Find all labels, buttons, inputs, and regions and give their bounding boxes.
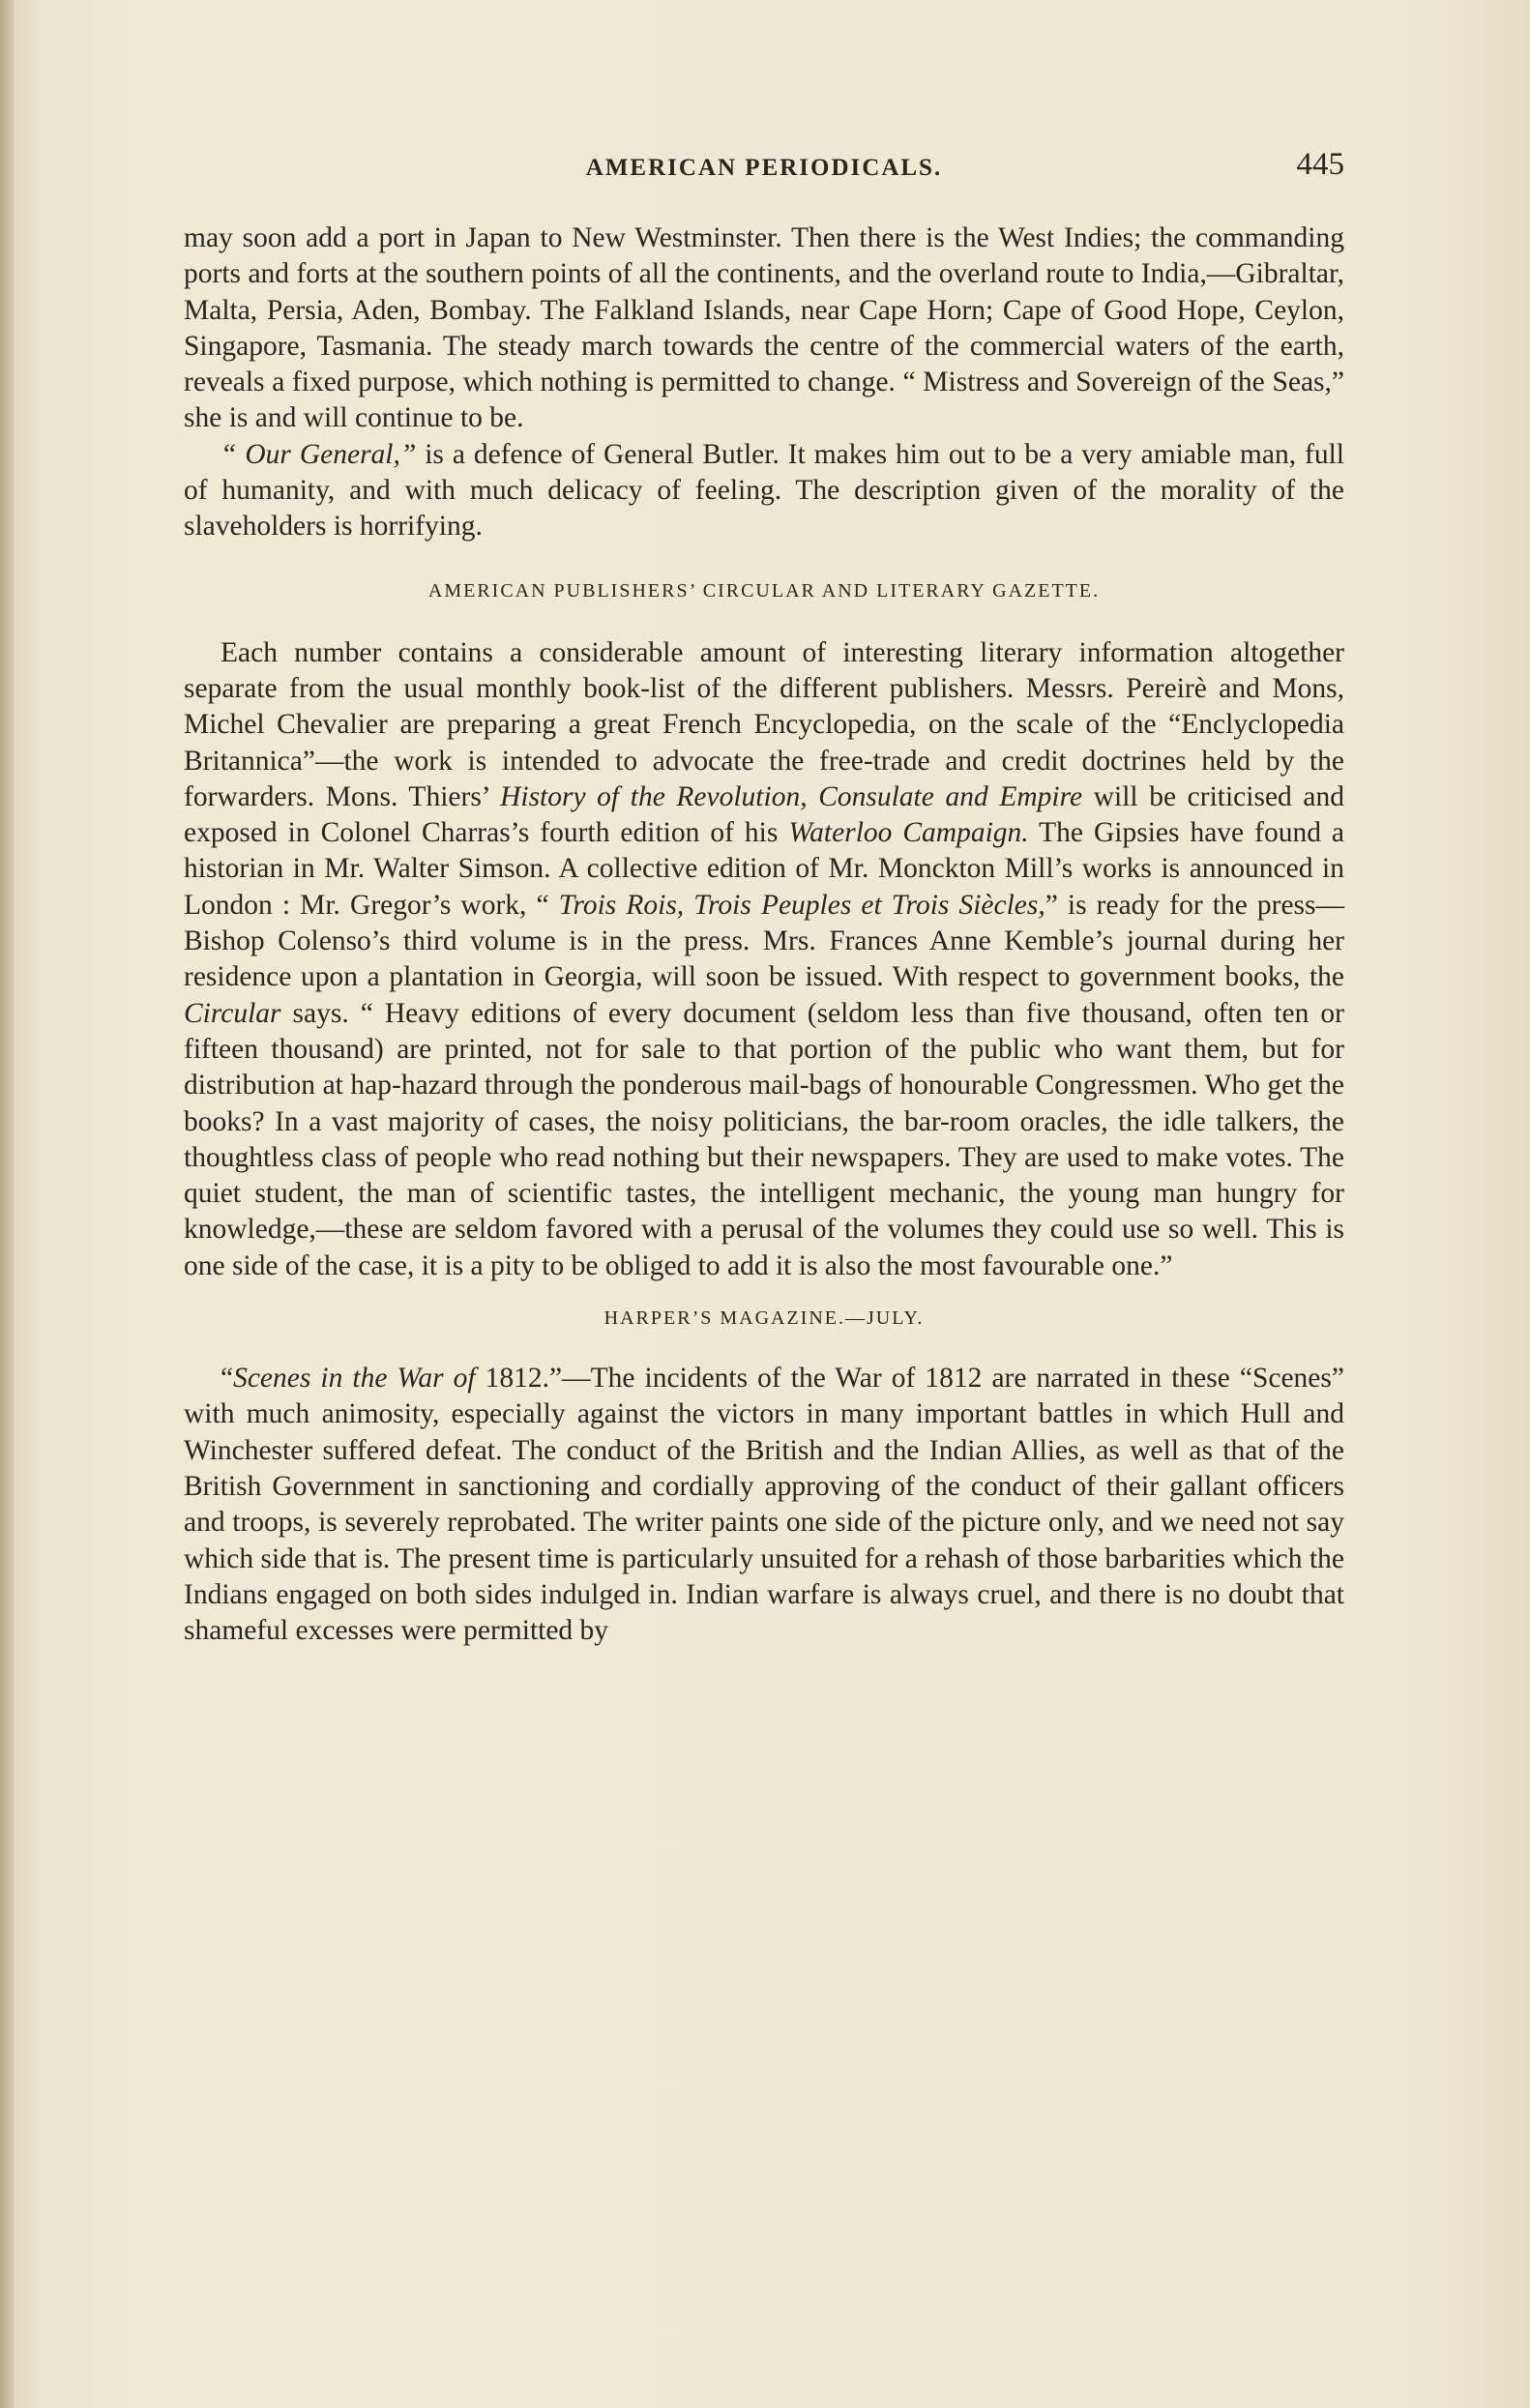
text-run: says. “ Heavy editions of every document (seldom less than five thousand, often ten or fifteen thousand) are printed, not for sale to that portion of the public who want them, but for distribution at hap-hazard through the ponderous mail-bags of honourable Congressmen. Who get the books? In a vast majority of cases, the noisy politicians, the bar-room oracles, the idle talkers, the thoughtless class of people who read nothing but their newspapers. They are used to make votes. The quiet student, the man of scientific tastes, the intelligent mechanic, the young man hungry for knowledge,—these are seldom favored with a perusal of the volumes they could use so well. This is one side of the case, it is a pity to be obliged to add it is also the most favourable one.” xyxy=(184,997,1344,1281)
section-heading-publishers-circular: AMERICAN PUBLISHERS’ CIRCULAR AND LITERARY GAZETTE. xyxy=(427,579,1101,602)
page-header xyxy=(184,147,1344,193)
text-run: “ xyxy=(221,1363,234,1395)
article-title: Scenes in the War of xyxy=(233,1363,476,1395)
text-run: The Gipsies have found a historian in Mr. Walter Simson. A collective edition of Mr. Monckton Mill’s works is announced in London : Mr. Gregor’s work, “ xyxy=(184,817,1345,921)
text-run: will be criticised and exposed in Colonel Charras’s fourth edition of his xyxy=(184,780,1345,849)
book-title: History of the Revolution, Consulate and Empire xyxy=(500,780,1083,812)
section-heading-harpers-magazine: HARPER’S MAGAZINE.—JULY. xyxy=(603,1307,925,1330)
running-title: AMERICAN PERIODICALS. xyxy=(585,155,943,181)
text-run: Each number contains a considerable amount of interesting literary information altogether separate from the usual monthly book-list of the different publishers. Messrs. Pereirè and Mons, Michel Chevalier are preparing a great French Encyclopedia, on the scale of the “Enclyclopedia Britannica”—the work is intended to advocate the free-trade and credit doctrines held by the forwarders. Mons. Thiers’ xyxy=(184,636,1344,812)
our-general-text: is a defence of General Butler. It makes him out to be a very amiable man, full of humanity, and with much delicacy of feeling. The description given of the morality of the slaveholders is horrifying. xyxy=(184,438,1344,543)
intro-paragraph: may soon add a port in Japan to New Westminster. Then there is the West Indies; the commanding ports and forts at the southern points of all the continents, and the overland route to India,—Gibraltar, Malta, Persia, Aden, Bombay. The Falkland Islands, near Cape Horn; Cape of Good Hope, Ceylon, Singapore, Tasmania. The steady march towards the centre of the commercial waters of the earth, reveals a fixed purpose, which nothing is permitted to change. “ Mistress and Sovereign of the Seas,” she is and will continue to be. xyxy=(184,222,1344,434)
book-title: Trois Rois, Trois Peuples et Trois Siècles, xyxy=(558,889,1045,921)
text-run: 1812.”—The incidents of the War of 1812 are narrated in these “Scenes” with much animosity, especially against the victors in many important battles in which Hull and Winchester suffered defeat. The conduct of the British and the Indian Allies, as well as that of the British Government in sanctioning and cordially approving of the conduct of their gallant officers and troops, is severely reprobated. The writer paints one side of the picture only, and we need not say which side that is. The present time is particularly unsuited for a rehash of those barbarities which the Indians engaged on both sides indulged in. Indian warfare is always cruel, and there is no doubt that shameful excesses were permitted by xyxy=(184,1363,1344,1647)
publishers-circular-paragraph xyxy=(184,635,1344,1284)
text-run: ” is ready for the press—Bishop Colenso’s third volume is in the press. Mrs. Frances Anne Kemble’s journal during her residence upon a plantation in Georgia, will soon be issued. With respect to government books, the xyxy=(184,889,1344,993)
book-title: Waterloo Campaign. xyxy=(788,817,1029,849)
periodical-title: Circular xyxy=(184,997,281,1029)
page-body xyxy=(184,220,1344,1649)
page-binding-edge xyxy=(0,0,14,2408)
harpers-paragraph xyxy=(184,1361,1344,1649)
our-general-title: “ Our General,” xyxy=(221,438,417,470)
our-general-paragraph xyxy=(184,437,1344,545)
page-number: 445 xyxy=(1296,147,1344,182)
